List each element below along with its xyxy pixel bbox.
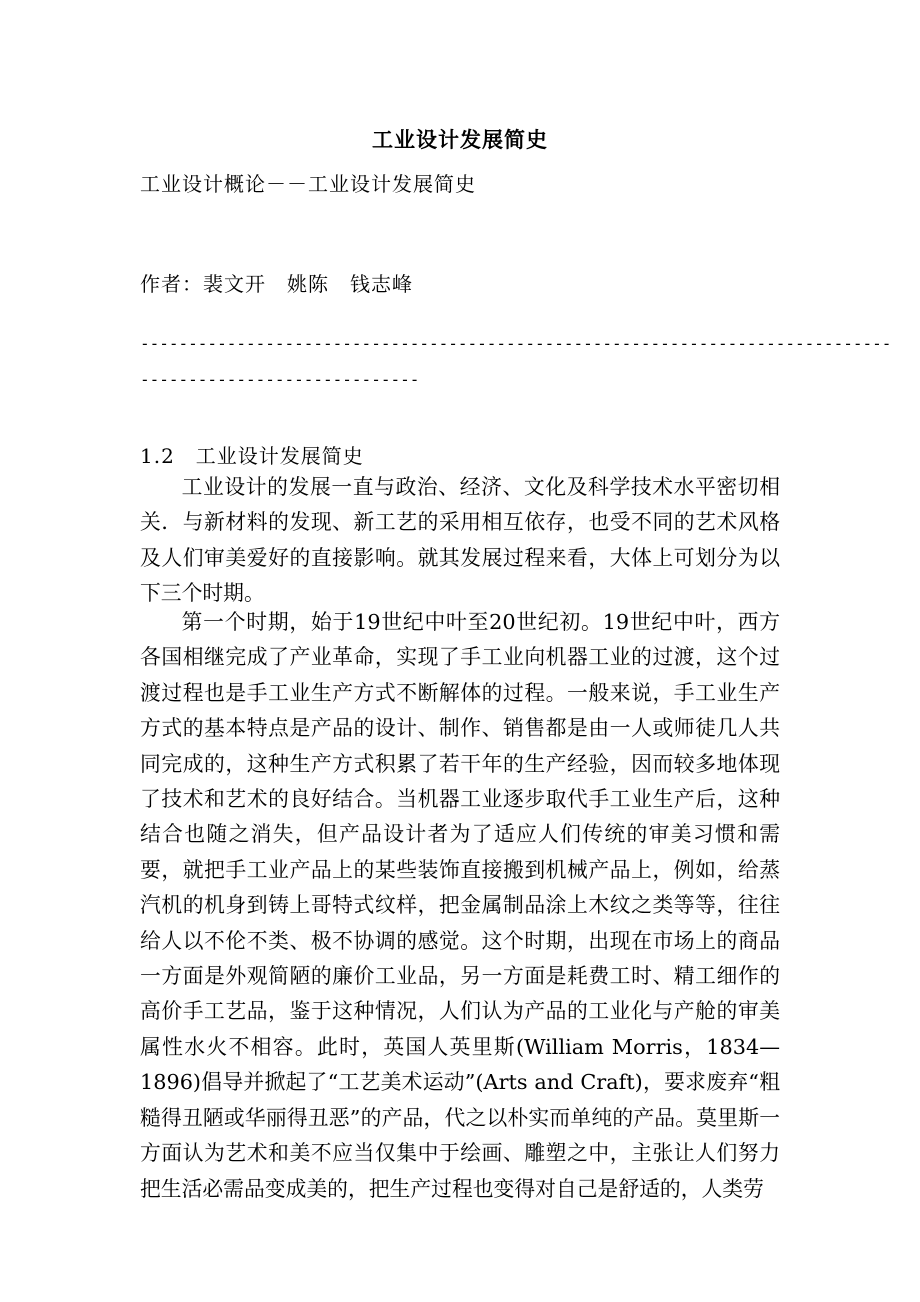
document-subtitle: 工业设计概论－－工业设计发展简史 bbox=[140, 172, 476, 196]
document-title: 工业设计发展简史 bbox=[372, 127, 548, 152]
separator-line: ------------------------------------------------------------------------------ bbox=[140, 334, 892, 353]
author-line: 作者：裴文开 姚陈 钱志峰 bbox=[140, 272, 413, 296]
section-heading: 1.2 工业设计发展简史 bbox=[140, 444, 364, 468]
paragraph-first-period: 第一个时期，始于19世纪中叶至20世纪初。19世纪中叶，西方各国相继完成了产业革命，实现了手工业向机器工业的过渡，这个过渡过程也是手工业生产方式不断解体的过程。一般来说，手工业生产方式的基本特点是产品的设计、制作、销售都是由一人或师徒几人共同完成的，这种生产方式积累了若干年的生产经验，因而较多地体现了技术和艺术的良好结合。当机器工业逐步取代手工业生产后，这种结合也随之消失，但产品设计者为了适应人们传统的审美习惯和需要，就把手工业产品上的某些装饰直接搬到机械产品上，例如，给蒸汽机的机身到铸上哥特式纹样，把金属制品涂上木纹之类等等，往往给人以不伦不类、极不协调的感觉。这个时期，出现在市场上的商品一方面是外观简陋的廉价工业品，另一方面是耗费工时、精工细作的高价手工艺品，鉴于这种情况，人们认为产品的工业化与产舱的审美属性水火不相容。此时，英国人英里斯(William Morris，1834—1896)倡导并掀起了“工艺美术运动”(Arts and Craft)，要求废弃“粗糙得丑陋或华丽得丑恶”的产品，代之以朴实而单纯的产品。莫里斯一方面认为艺术和美不应当仅集中于绘画、雕塑之中，主张让人们努力把生活必需品变成美的，把生产过程也变得对自己是舒适的，人类劳 bbox=[140, 610, 780, 1201]
separator-line-continued: ----------------------------- bbox=[140, 370, 420, 389]
paragraph-intro: 工业设计的发展一直与政治、经济、文化及科学技术水平密切相关．与新材料的发现、新工艺的采用相互依存，也受不同的艺术风格及人们审美爱好的直接影响。就其发展过程来看，大体上可划分为以下三个时期。 bbox=[140, 475, 780, 606]
